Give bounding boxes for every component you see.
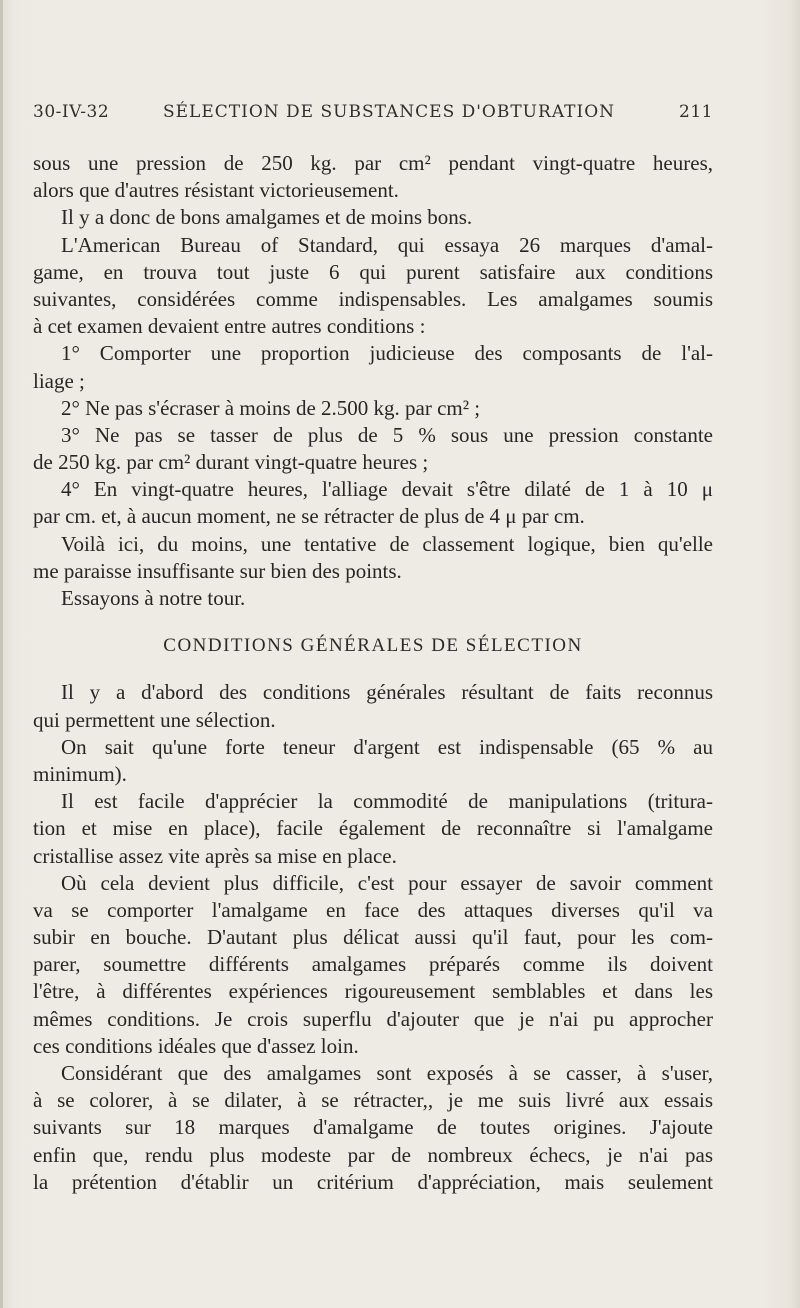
- text-line: liage ;: [33, 368, 85, 393]
- text-line: qui permettent une sélection.: [33, 707, 276, 732]
- text-line: alors que d'autres résistant victorieusement.: [33, 178, 399, 203]
- text-line: l'être, à différentes expériences rigoureusement semblables et dans les: [33, 979, 713, 1004]
- text-line: tion et mise en place), facile également de reconnaître si l'amalgame: [33, 816, 713, 841]
- section-spacer: [33, 612, 713, 632]
- running-header: [33, 102, 713, 130]
- text-line: ces conditions idéales que d'assez loin.: [33, 1033, 359, 1058]
- text-line: la prétention d'établir un critérium d'appréciation, mais seulement: [33, 1169, 713, 1194]
- page-number: 211: [679, 102, 713, 122]
- text-line: L'American Bureau of Standard, qui essaya 26 marques d'amal-: [61, 232, 713, 257]
- header-title: SÉLECTION DE SUBSTANCES D'OBTURATION: [163, 102, 616, 122]
- text-line: me paraisse insuffisante sur bien des points.: [33, 558, 402, 583]
- text-line: 4° En vingt-quatre heures, l'alliage devait s'être dilaté de 1 à 10 μ: [61, 477, 713, 502]
- text-line: parer, soumettre différents amalgames préparés comme ils doivent: [33, 952, 713, 977]
- text-line: minimum).: [33, 761, 127, 786]
- text-line: Il y a donc de bons amalgames et de moins bons.: [61, 205, 473, 230]
- text-line: 2° Ne pas s'écraser à moins de 2.500 kg. par cm² ;: [61, 395, 481, 420]
- page-body: [33, 150, 713, 1196]
- text-line: 1° Comporter une proportion judicieuse des composants de l'al-: [61, 341, 713, 366]
- text-line: Il est facile d'apprécier la commodité de manipulations (tritura-: [61, 789, 713, 814]
- text-line: Il y a d'abord des conditions générales résultant de faits reconnus: [61, 680, 713, 705]
- text-line: On sait qu'une forte teneur d'argent est indispensable (65 % au: [61, 734, 713, 759]
- text-line: game, en trouva tout juste 6 qui purent satisfaire aux conditions: [33, 259, 713, 284]
- text-line: suivants sur 18 marques d'amalgame de toutes origines. J'ajoute: [33, 1115, 713, 1140]
- text-line: 3° Ne pas se tasser de plus de 5 % sous une pression constante: [61, 422, 713, 447]
- section-heading: CONDITIONS GÉNÉRALES DE SÉLECTION: [163, 635, 583, 657]
- header-date: 30-IV-32: [33, 102, 110, 122]
- text-line: Essayons à notre tour.: [61, 586, 246, 610]
- text-line: Considérant que des amalgames sont exposés à se casser, à s'user,: [61, 1061, 713, 1085]
- text-line: Voilà ici, du moins, une tentative de classement logique, bien qu'elle: [61, 531, 713, 556]
- section-spacer: [33, 659, 713, 679]
- text-line: va se comporter l'amalgame en face des attaques diverses qu'il va: [33, 897, 713, 922]
- text-line: par cm. et, à aucun moment, ne se rétracter de plus de 4 μ par cm.: [33, 504, 585, 529]
- text-line: à se colorer, à se dilater, à se rétracter,, je me suis livré aux essais: [33, 1088, 713, 1113]
- text-line: à cet examen devaient entre autres conditions :: [33, 314, 426, 339]
- text-line: suivantes, considérées comme indispensables. Les amalgames soumis: [33, 286, 713, 311]
- text-line: de 250 kg. par cm² durant vingt-quatre heures ;: [33, 450, 429, 475]
- text-line: Où cela devient plus difficile, c'est pour essayer de savoir comment: [61, 870, 713, 895]
- text-line: mêmes conditions. Je crois superflu d'ajouter que je n'ai pu approcher: [33, 1006, 713, 1031]
- page-binding-edge: [0, 0, 3, 1308]
- text-line: sous une pression de 250 kg. par cm² pendant vingt-quatre heures,: [33, 151, 713, 175]
- text-line: cristallise assez vite après sa mise en place.: [33, 843, 397, 868]
- text-line: enfin que, rendu plus modeste par de nombreux échecs, je n'ai pas: [33, 1142, 713, 1167]
- text-line: subir en bouche. D'autant plus délicat aussi qu'il faut, pour les com-: [33, 925, 713, 950]
